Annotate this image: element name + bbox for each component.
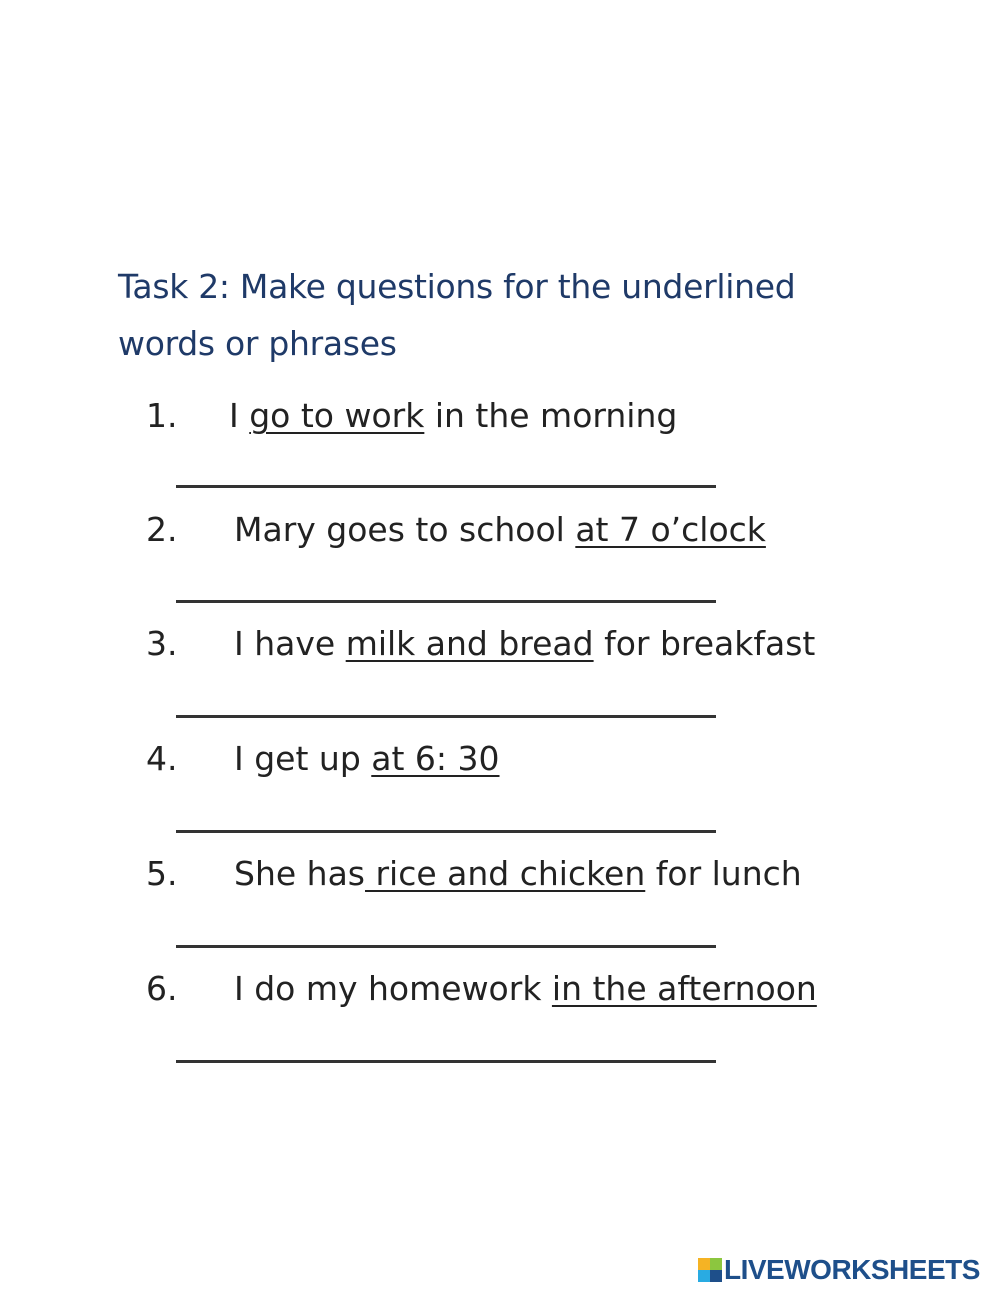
task-title: Task 2: Make questions for the underlined words or phrases — [118, 267, 796, 363]
underlined-phrase: go to work — [249, 396, 425, 435]
answer-line-4[interactable] — [176, 830, 716, 833]
sentence-text: She has — [234, 854, 365, 893]
underlined-phrase: at 7 o’clock — [575, 510, 766, 549]
sentence-text: for breakfast — [593, 624, 816, 663]
sentence-text: I — [229, 396, 250, 435]
answer-line-3[interactable] — [176, 715, 716, 718]
question-item-2 — [146, 510, 966, 560]
underlined-phrase: milk and bread — [345, 624, 594, 663]
logo-square — [710, 1258, 722, 1270]
answer-line-5[interactable] — [176, 945, 716, 948]
sentence-text: I do my homework — [234, 969, 552, 1008]
item-sentence — [229, 396, 677, 435]
item-sentence — [234, 510, 766, 549]
question-item-4 — [146, 739, 966, 789]
item-sentence — [234, 969, 817, 1008]
question-item-1 — [146, 396, 966, 446]
sentence-text: I have — [234, 624, 346, 663]
item-number: 6. — [146, 969, 178, 1008]
item-number: 5. — [146, 854, 178, 893]
brand-text: LIVEWORKSHEETS — [724, 1254, 980, 1285]
answer-line-2[interactable] — [176, 600, 716, 603]
question-item-3 — [146, 624, 966, 674]
sentence-text: I get up — [234, 739, 372, 778]
question-item-6 — [146, 969, 966, 1019]
sentence-text: for lunch — [645, 854, 802, 893]
item-number: 3. — [146, 624, 178, 663]
item-sentence — [234, 739, 500, 778]
item-number: 2. — [146, 510, 178, 549]
sentence-text: in the morning — [424, 396, 678, 435]
item-number: 4. — [146, 739, 178, 778]
item-sentence — [234, 624, 815, 663]
sentence-text: Mary goes to school — [234, 510, 576, 549]
liveworksheets-logo-icon — [698, 1258, 722, 1282]
underlined-phrase: in the afternoon — [551, 969, 817, 1008]
logo-square — [698, 1270, 710, 1282]
logo-square — [698, 1258, 710, 1270]
answer-line-1[interactable] — [176, 485, 716, 488]
liveworksheets-brand[interactable] — [698, 1254, 998, 1286]
logo-square — [710, 1270, 722, 1282]
question-item-5 — [146, 854, 966, 904]
underlined-phrase: at 6: 30 — [371, 739, 500, 778]
answer-line-6[interactable] — [176, 1060, 716, 1063]
item-sentence — [234, 854, 802, 893]
item-number: 1. — [146, 396, 178, 435]
underlined-phrase: rice and chicken — [365, 854, 646, 893]
